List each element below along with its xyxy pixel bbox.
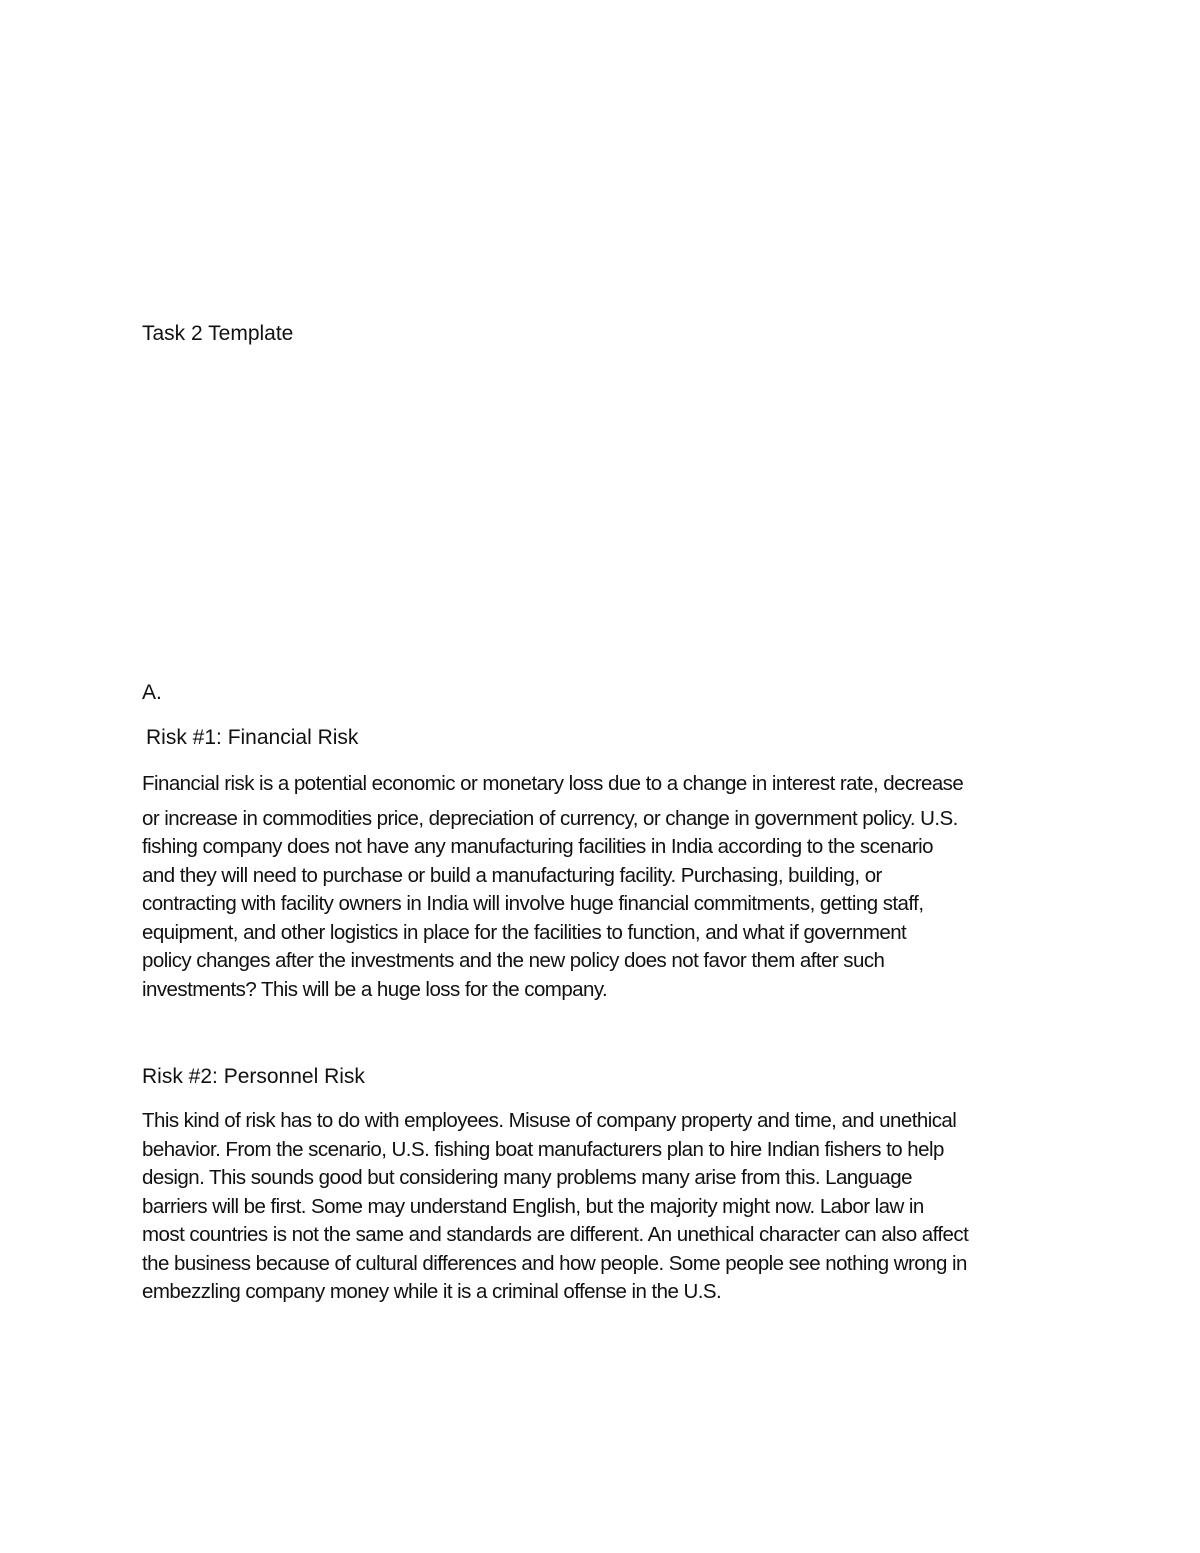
risk-2-heading: Risk #2: Personnel Risk: [142, 1065, 365, 1088]
document-title: Task 2 Template: [142, 322, 294, 345]
paragraph-line: the business because of cultural differences and how people. Some people see nothing wrong in: [142, 1251, 967, 1275]
paragraph-line: Financial risk is a potential economic or monetary loss due to a change in interest rate, decrease: [142, 772, 964, 795]
risk-1-heading: Risk #1: Financial Risk: [146, 726, 359, 749]
paragraph-line: This kind of risk has to do with employees. Misuse of company property and time, and unethical: [142, 1109, 957, 1132]
paragraph-line: contracting with facility owners in India will involve huge financial commitments, getting staff,: [142, 892, 924, 915]
paragraph-line: or increase in commodities price, depreciation of currency, or change in government policy. U.S.: [142, 806, 958, 830]
paragraph-line: behavior. From the scenario, U.S. fishing boat manufacturers plan to hire Indian fishers to help: [142, 1137, 944, 1161]
paragraph-line: barriers will be first. Some may understand English, but the majority might now. Labor law in: [142, 1194, 924, 1218]
paragraph-line: investments? This will be a huge loss for the company.: [142, 977, 608, 1001]
paragraph-line: policy changes after the investments and the new policy does not favor them after such: [142, 949, 885, 972]
risk-1-paragraph: [142, 770, 1062, 1004]
paragraph-line: design. This sounds good but considering many problems many arise from this. Language: [142, 1166, 912, 1189]
paragraph-line: equipment, and other logistics in place for the facilities to function, and what if government: [142, 920, 907, 944]
paragraph-line: fishing company does not have any manufacturing facilities in India according to the scenario: [142, 835, 933, 858]
paragraph-line: and they will need to purchase or build a manufacturing facility. Purchasing, building, or: [142, 863, 882, 887]
paragraph-line: most countries is not the same and standards are different. An unethical character can also affect: [142, 1223, 969, 1246]
risk-2-paragraph: [142, 1107, 1062, 1307]
paragraph-line: embezzling company money while it is a criminal offense in the U.S.: [142, 1280, 722, 1303]
section-label: A.: [142, 681, 162, 704]
